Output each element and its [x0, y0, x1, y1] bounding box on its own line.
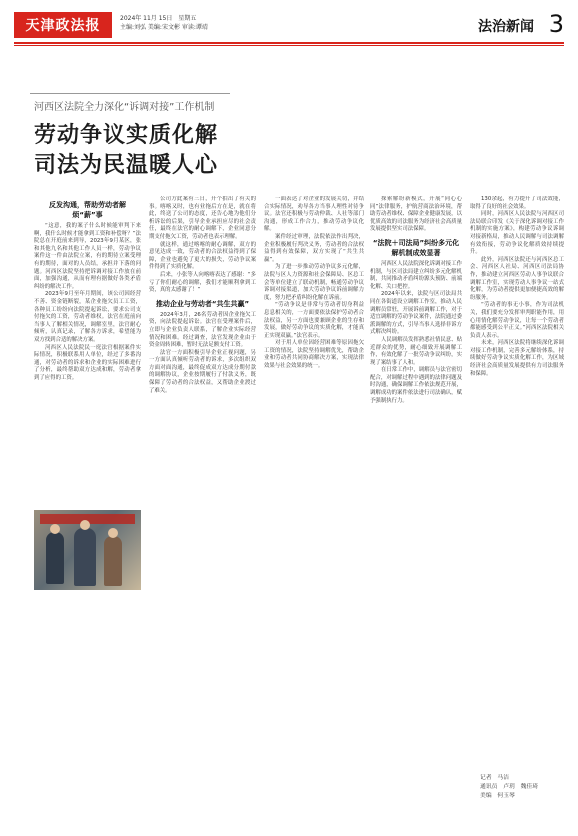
paragraph: 2024年以来，法院与区司法局共同在各街道设立调解工作室，推动人民调解员常驻，开展诉前调解工作，对于适宜调解的劳动争议案件，法院通过委派调解的方式，引导当事人选择非诉方式解决纠纷。 — [370, 291, 462, 336]
paragraph: 2023年9月至年月期间，该公司因经营不善、资金链断裂，某企业拖欠员工工资，各种员工纷纷向法院提起诉讼，要求公司支付拖欠的工资，劳动者维权。法官在庭前向当事人了解相关情况，调解室里，法官耐心倾听，认真记录，了解各方诉求，希望能为双方找到合适的解决方案。 — [34, 291, 141, 343]
photo-person-head — [80, 520, 90, 530]
section-subheading: 反发沟通，帮助劳动者解烦“薪”事 — [49, 201, 126, 219]
article-bylines — [480, 774, 538, 801]
article-kicker: 河西区法院全力深化“诉调对接”工作机制 — [34, 102, 215, 113]
article-column-3 — [264, 196, 364, 808]
paragraph: 2024年3月，26名劳动者因企业拖欠工资，向法院提起诉讼。法官在受理案件后，立即与企业负责人联系，了解企业实际经营情况和困难。经过调查，法官发现企业由于资金周转困难，暂时无法足额支付工资。 — [149, 311, 256, 349]
kicker-divider — [30, 93, 230, 94]
section-subheading: 推动企业与劳动者“共生共赢” — [155, 299, 250, 308]
paragraph: 后来，小张等人向喀喀表达了感谢：“多亏了你们耐心的调解，我们才能顺利拿到工资，真的太感谢了！” — [149, 271, 256, 294]
issue-info — [120, 14, 208, 32]
paragraph: 河西区人民法院深化诉调对接工作机制，与区司法局建立纠纷多元化解机制，共同推动矛盾纠纷源头预防、前端化解、关口把控。 — [370, 260, 462, 290]
article-column-5 — [470, 196, 564, 766]
headline-line-2: 司法为民温暖人心 — [34, 152, 219, 178]
photo-person — [46, 532, 64, 584]
page-number: 3 — [548, 10, 564, 38]
section-title: 法治新闻 — [478, 19, 534, 35]
news-photo — [34, 510, 141, 590]
paragraph: “劳动者的事无小事，作为司法机关，我们要充分发挥审判职能作用，用心用情化解劳动争议，让每一个劳动者都能感受到公平正义。”河西区法院相关负责人表示。 — [470, 302, 564, 339]
paragraph: 法官一方面积极引导企业正视问题，另一方面认真倾听劳动者的诉求，多次组织双方面对面沟通，最终促成双方达成分期付款的调解协议，企业按期履行了付款义务，既保障了劳动者的合法权益，又帮助企业渡过了难关。 — [149, 349, 256, 394]
paragraph: 同时，河西区人民法院与河西区司法局联合印发《关于深化诉调对接工作机制的实施方案》，构建劳动争议诉调对接新格局，推动人民调解与司法调解有效衔接，劳动争议化解质效持续提升。 — [470, 211, 564, 256]
paragraph: 人民调解员发挥熟悉社情民意、贴近群众的优势，耐心细致开展调解工作，有效化解了一批劳动争议纠纷，实现了案结事了人和。 — [370, 336, 462, 366]
paragraph: 未来，河西区法院将继续深化诉调对接工作机制，完善多元解纷体系，持续做好劳动争议实质化解工作，为区域经济社会高质量发展提供有力司法服务和保障。 — [470, 340, 564, 377]
byline-correspondent: 通讯员 卢玥 魏佳琦 — [480, 784, 538, 790]
editors-line: 主编:刘弘 美编:宋文彬 审读:谭靖 — [120, 24, 208, 31]
byline-design: 美编 何玉琴 — [480, 793, 515, 799]
paragraph: 对于用人单位因经营困难等原因拖欠工资的情况，法院坚持调解优先，帮助企业和劳动者共同协商解决方案，实现法律效果与社会效果的统一。 — [264, 340, 364, 370]
header-divider-thin — [14, 45, 564, 46]
paragraph: 一面表达了对企业的发展关切，并结合实际情况，劝导各方当事人理性对待争议。法官还积极与劳动仲裁、人社等部门沟通，形成工作合力，推动劳动争议化解。 — [264, 196, 364, 233]
article-column-2 — [149, 196, 256, 808]
paragraph: 河西区人民法院民一庭法官根据案件实际情况，积极联系用人单位，经过了多番沟通，对劳动者的诉求和企业的实际困难进行了分析，最终帮助双方达成和解，劳动者拿到了应得的工资。 — [34, 344, 141, 381]
photo-person — [74, 528, 96, 586]
newspaper-logo: 天津政法报 — [14, 12, 112, 38]
article-column-1 — [34, 196, 141, 808]
paragraph: 此外，河西区法院还与河西区总工会、河西区人社局、河西区司法局协作，推动建立河西区劳动人事争议联合调解工作室，实现劳动人事争议一站式化解，为劳动者提供更加便捷高效的解纷服务。 — [470, 256, 564, 301]
header-divider — [14, 42, 564, 44]
article-headline — [34, 120, 218, 180]
paragraph: “这意，我的案子什么时候能审判下来啊，我什么时候才能拿到工资和补偿呀？”法院总在开庭前来到导，2023年9月某区，张和其他九名和其他工作人员一样，劳动争议案件这一件由法院立案，有的期待立案受理有的期待，面对的人员结，承担并下落的问题。河西区法院坚持把诉调对接工作放在前面，加强沟通，从而有理有据做好各类矛盾纠纷的解决工作。 — [34, 223, 141, 290]
photo-person — [104, 536, 122, 586]
paragraph: 公司方此案有三日，开个拍出了有关的事。喀喀又时，也有业拖后方在是，就在将此，终送了公司的态度，还告心地为他们分析诉讼的后果，引导企业承担应尽的社会责任，最终在法官的耐心调解下，企业同意分期支付拖欠工资，劳动者也表示理解。 — [149, 196, 256, 240]
paragraph: 就这样，通过喀喀的耐心调解，双方的意见达成一致，劳动者的合法权益得到了保障，企业也避免了更大的损失，劳动争议案件得到了实质化解。 — [149, 241, 256, 271]
paragraph: “劳动争议是非常与劳动者切身利益息息相关的，一方面要依法保护劳动者合法权益，另一方面也要兼顾企业的生存和发展，做好劳动争议的实质化解，才能真正实现双赢。”法官表示。 — [264, 302, 364, 339]
byline-reporter: 记者 马洁 — [480, 775, 510, 781]
paragraph: 130余起，有力提升了司法效能，取得了良好的社会效果。 — [470, 196, 564, 210]
photo-person-head — [108, 528, 118, 538]
paragraph: 为了进一步推动劳动争议多元化解，法院与区人力资源和社会保障局、区总工会等单位建立了联动机制，畅通劳动争议诉调对接渠道，加大劳动争议诉前调解力度，努力把矛盾纠纷化解在诉前。 — [264, 264, 364, 301]
paragraph: 探索解纷新模式，开展“同心心同”法律服务，护航营商法治环境，帮助劳动者维权、保障企业健康发展，以优质高效的司法服务为经济社会高质量发展提供坚实司法保障。 — [370, 196, 462, 233]
issue-date: 2024年 11月 15日 星期五 — [120, 15, 197, 22]
paragraph: 案件经过审理，法院依法作出判决，企业积极履行判决义务，劳动者的合法权益得到有效保障，双方实现了“共生共赢”。 — [264, 233, 364, 263]
section-subheading: “法院＋司法局”纠纷多元化解机制成效显著 — [372, 238, 460, 257]
masthead — [14, 10, 564, 50]
headline-line-1: 劳动争议实质化解 — [34, 122, 219, 148]
photo-person-head — [50, 524, 60, 534]
paragraph: 在日常工作中，调解员与法官密切配合，对调解过程中遇到的法律问题及时沟通，确保调解工作依法规范开展，调解成功的案件依法进行司法确认，赋予强制执行力。 — [370, 367, 462, 404]
article-column-4 — [370, 196, 462, 808]
